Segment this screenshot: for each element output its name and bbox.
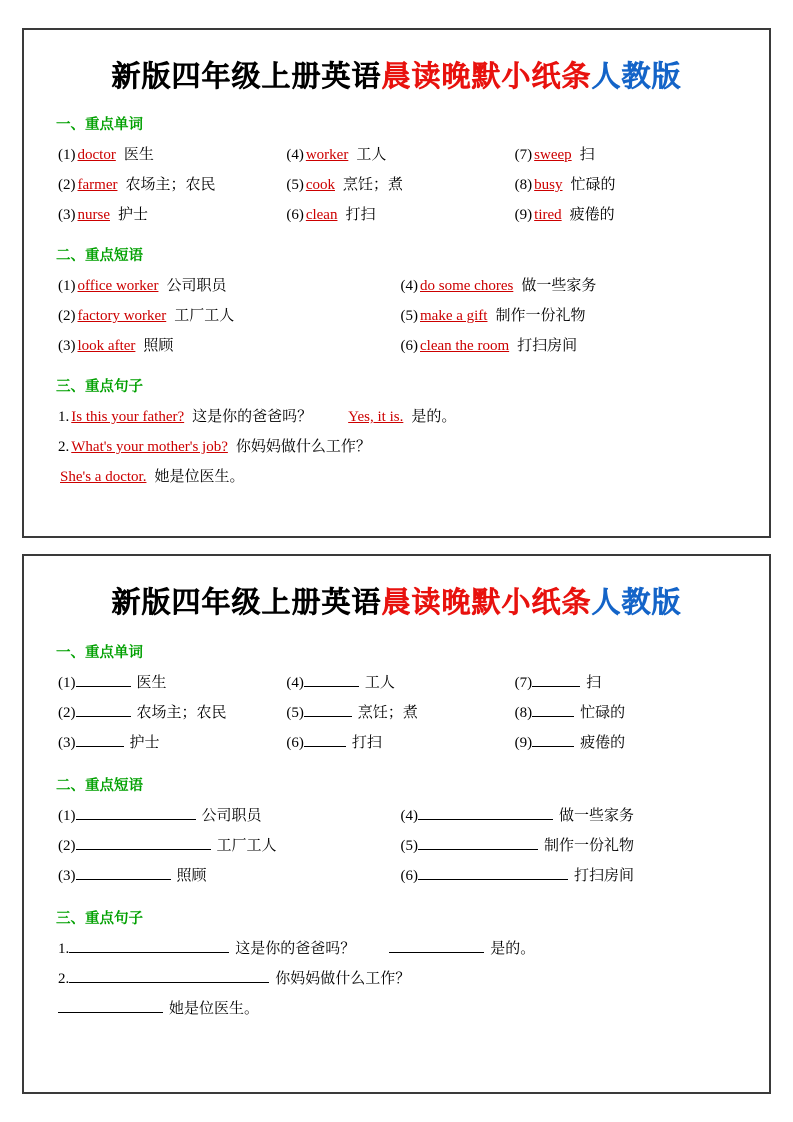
word-answer: clean: [305, 207, 338, 223]
word-answer: sweep: [534, 147, 572, 163]
phrase-blank-input[interactable]: [76, 834, 211, 850]
word-meaning: 护士: [129, 735, 160, 751]
phrase-blank-input[interactable]: [76, 864, 171, 880]
sentence-meaning: 她是位医生。: [154, 469, 245, 485]
phrase-meaning: 制作一份礼物: [495, 308, 586, 324]
title-part-1: 新版四年级上册英语: [111, 61, 382, 93]
word-blank-input[interactable]: [76, 671, 131, 687]
word-item: (4) worker 工人: [286, 140, 514, 170]
sentence-blank-row-1: 1. 这是你的爸爸吗？ 是的。: [58, 934, 743, 964]
word-item: (5) cook 烹饪；煮: [286, 170, 514, 200]
phrase-blank-input[interactable]: [76, 804, 196, 820]
phrase-meaning: 工厂工人: [216, 838, 277, 854]
word-blank-input[interactable]: [532, 701, 574, 717]
word-item: (2) farmer 农场主；农民: [58, 170, 286, 200]
sentence-blank-row-3: [58, 994, 743, 1024]
phrase-answer: clean the room: [420, 338, 510, 354]
phrase-item: (2) factory worker 工厂工人: [58, 301, 401, 331]
sentence-reply-meaning: 是的。: [490, 941, 536, 957]
phrases-blank-list: [58, 801, 743, 891]
sentence-meaning: 你妈妈做什么工作？: [275, 971, 411, 987]
word-blank-input[interactable]: [304, 701, 352, 717]
phrase-meaning: 照顾: [143, 338, 174, 354]
word-item: (1) doctor 医生: [58, 140, 286, 170]
phrase-meaning: 打扫房间: [517, 338, 578, 354]
word-meaning: 工人: [364, 675, 395, 691]
phrase-blank-item: (2) 工厂工人: [58, 831, 401, 861]
sentence-blank-input[interactable]: [69, 937, 229, 953]
word-meaning: 扫: [586, 675, 602, 691]
phrase-meaning: 公司职员: [166, 278, 227, 294]
phrase-meaning: 制作一份礼物: [544, 838, 635, 854]
section-heading-phrases-blank: 二、重点短语: [56, 778, 143, 794]
word-meaning: 打扫: [345, 207, 376, 223]
page-title-2: [50, 580, 743, 621]
word-item: (8) busy 忙碌的: [515, 170, 743, 200]
word-answer: doctor: [77, 147, 116, 163]
phrase-item: (3) look after 照顾: [58, 331, 401, 361]
phrases-blank-row: [58, 861, 743, 891]
word-item: (9) tired 疲倦的: [515, 200, 743, 230]
phrase-meaning: 照顾: [176, 868, 207, 884]
words-blank-row: [58, 698, 743, 728]
sentence-blank-input[interactable]: [58, 997, 163, 1013]
phrase-meaning: 做一些家务: [559, 808, 635, 824]
word-meaning: 忙碌的: [580, 705, 626, 721]
word-meaning: 疲倦的: [569, 207, 615, 223]
sentence-reply-blank-input[interactable]: [389, 937, 484, 953]
section-heading-words-blank: 一、重点单词: [56, 645, 143, 661]
blank-card: [22, 554, 771, 1094]
phrase-blank-input[interactable]: [418, 804, 553, 820]
word-meaning: 扫: [579, 147, 595, 163]
words-list: [58, 140, 743, 230]
phrase-item: (6) clean the room 打扫房间: [401, 331, 744, 361]
word-meaning: 农场主；农民: [125, 177, 216, 193]
word-blank-item: (7) 扫: [515, 668, 743, 698]
sentence-row-1: 1. Is this your father? 这是你的爸爸吗？ Yes, it is. 是的。: [58, 409, 457, 425]
sentence-row-2: 2. What's your mother's job? 你妈妈做什么工作？: [58, 439, 371, 455]
section-heading-sentences: 三、重点句子: [56, 379, 143, 395]
title-part-1: 新版四年级上册英语: [111, 587, 382, 619]
word-blank-item: (6) 打扫: [286, 728, 514, 758]
word-answer: tired: [534, 207, 562, 223]
phrases-row: [58, 331, 743, 361]
phrase-item: (5) make a gift 制作一份礼物: [401, 301, 744, 331]
word-answer: worker: [305, 147, 349, 163]
word-meaning: 烹饪；煮: [343, 177, 404, 193]
words-blank-list: [58, 668, 743, 758]
sentence-meaning: 你妈妈做什么工作？: [235, 439, 371, 455]
phrase-meaning: 工厂工人: [174, 308, 235, 324]
sentence-answer: What's your mother's job?: [71, 439, 228, 455]
phrase-blank-item: (6) 打扫房间: [401, 861, 744, 891]
word-meaning: 打扫: [351, 735, 382, 751]
sentence-row-3: [58, 462, 743, 492]
answer-card: [22, 28, 771, 538]
title-part-2: 晨读晚默小纸条: [381, 587, 592, 619]
phrase-answer: office worker: [77, 278, 159, 294]
words-blank-row: [58, 728, 743, 758]
title-part-3: 人教版: [591, 61, 682, 93]
sentence-blank-input[interactable]: [69, 967, 269, 983]
phrase-blank-item: (3) 照顾: [58, 861, 401, 891]
title-part-3: 人教版: [591, 587, 682, 619]
phrases-row: [58, 271, 743, 301]
word-blank-input[interactable]: [76, 731, 124, 747]
word-meaning: 护士: [118, 207, 149, 223]
word-meaning: 疲倦的: [580, 735, 626, 751]
page-title: [50, 54, 743, 95]
sentence-meaning: 她是位医生。: [169, 1001, 260, 1017]
sentence-meaning: 这是你的爸爸吗？: [235, 941, 356, 957]
word-blank-input[interactable]: [304, 731, 346, 747]
phrase-meaning: 做一些家务: [521, 278, 597, 294]
phrase-meaning: 打扫房间: [574, 868, 635, 884]
word-meaning: 忙碌的: [570, 177, 616, 193]
word-blank-item: (5) 烹饪；煮: [286, 698, 514, 728]
phrase-blank-input[interactable]: [418, 834, 538, 850]
phrase-blank-item: (1) 公司职员: [58, 801, 401, 831]
word-blank-input[interactable]: [532, 671, 580, 687]
phrase-answer: factory worker: [77, 308, 167, 324]
phrases-blank-row: [58, 831, 743, 861]
phrase-meaning: 公司职员: [201, 808, 262, 824]
phrases-list: [58, 271, 743, 361]
words-blank-row: [58, 668, 743, 698]
sentence-meaning: 这是你的爸爸吗？: [192, 409, 313, 425]
word-item: (3) nurse 护士: [58, 200, 286, 230]
word-item: (7) sweep 扫: [515, 140, 743, 170]
word-answer: busy: [534, 177, 563, 193]
phrase-answer: make a gift: [420, 308, 488, 324]
phrases-row: [58, 301, 743, 331]
section-heading-phrases: 二、重点短语: [56, 248, 143, 264]
sentences-list: [50, 402, 743, 492]
word-blank-input[interactable]: [532, 731, 574, 747]
phrase-item: (1) office worker 公司职员: [58, 271, 401, 301]
word-meaning: 烹饪；煮: [357, 705, 418, 721]
word-meaning: 工人: [356, 147, 387, 163]
phrases-blank-row: [58, 801, 743, 831]
phrase-answer: do some chores: [420, 278, 514, 294]
word-blank-item: (1) 医生: [58, 668, 286, 698]
title-part-2: 晨读晚默小纸条: [381, 61, 592, 93]
word-meaning: 医生: [136, 675, 167, 691]
sentence-answer-reply: Yes, it is.: [348, 409, 404, 425]
section-heading-sentences-blank: 三、重点句子: [56, 911, 143, 927]
word-blank-item: (3) 护士: [58, 728, 286, 758]
sentence-answer: Is this your father?: [71, 409, 185, 425]
word-blank-item: (2) 农场主；农民: [58, 698, 286, 728]
section-heading-words: 一、重点单词: [56, 117, 143, 133]
word-answer: farmer: [77, 177, 118, 193]
word-answer: cook: [305, 177, 335, 193]
words-row: [58, 140, 743, 170]
word-blank-item: (8) 忙碌的: [515, 698, 743, 728]
phrase-answer: look after: [77, 338, 136, 354]
word-blank-item: (4) 工人: [286, 668, 514, 698]
word-blank-item: (9) 疲倦的: [515, 728, 743, 758]
word-meaning: 医生: [123, 147, 154, 163]
words-row: [58, 170, 743, 200]
sentences-blank-list: [50, 934, 743, 1024]
word-meaning: 农场主；农民: [136, 705, 227, 721]
word-blank-input[interactable]: [304, 671, 359, 687]
words-row: [58, 200, 743, 230]
word-answer: nurse: [77, 207, 110, 223]
sentence-reply-meaning: 是的。: [411, 409, 457, 425]
sentence-blank-row-2: 2. 你妈妈做什么工作？: [58, 964, 743, 994]
phrase-blank-item: (4) 做一些家务: [401, 801, 744, 831]
phrase-item: (4) do some chores 做一些家务: [401, 271, 744, 301]
word-blank-input[interactable]: [76, 701, 131, 717]
phrase-blank-item: (5) 制作一份礼物: [401, 831, 744, 861]
word-item: (6) clean 打扫: [286, 200, 514, 230]
phrase-blank-input[interactable]: [418, 864, 568, 880]
sentence-answer: She's a doctor.: [60, 469, 147, 485]
